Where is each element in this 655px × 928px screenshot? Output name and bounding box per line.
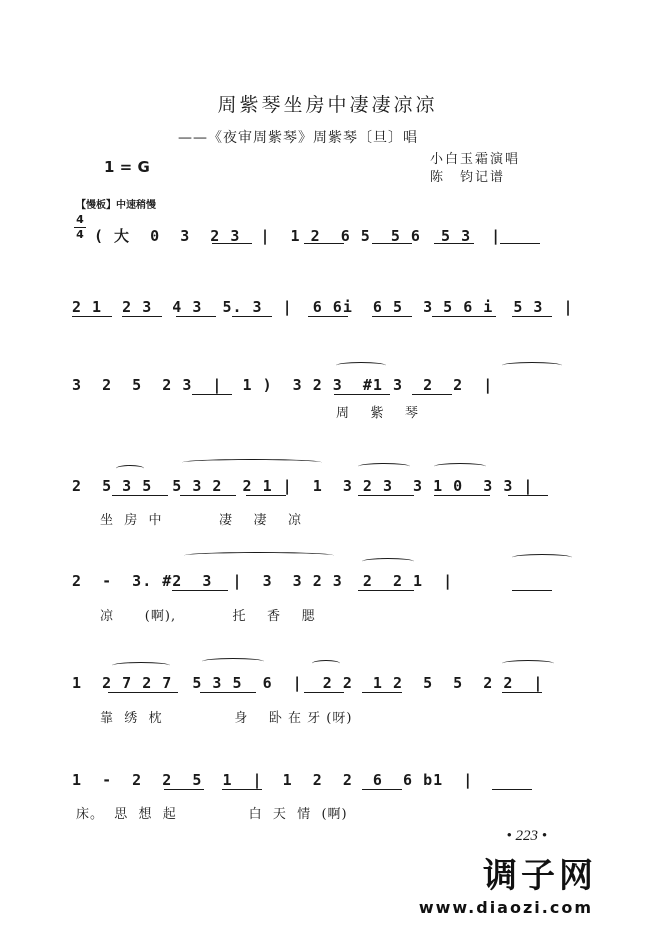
notation-line-5: 2 - 3. #2 3 | 3 3 2 3 2 2 1 | xyxy=(72,572,454,590)
staff-line-3 xyxy=(72,376,582,398)
watermark-url: www.diaozi.com xyxy=(418,898,593,917)
staff-line-7 xyxy=(72,771,582,793)
notator-credit: 陈 钧记谱 xyxy=(430,170,506,185)
time-signature-denominator: 4 xyxy=(76,228,84,241)
notation-line-6: 1 2 7 2 7 5 3 5 6 | 2 2 1 2 5 5 2 2 | xyxy=(72,674,544,692)
song-subtitle: ——《夜审周紫琴》周紫琴〔旦〕唱 xyxy=(178,130,418,146)
time-signature-numerator: 4 xyxy=(76,213,84,226)
staff-line-1 xyxy=(72,225,582,247)
notation-line-4: 2 5 3 5 5 3 2 2 1 | 1 3 2 3 3 1 0 3 3 | xyxy=(72,477,534,495)
notation-line-2: 2 1 2 3 4 3 5. 3 | 6 6i 6 5 3 5 6 i 5 3 | xyxy=(72,298,574,316)
key-signature: 1 = G xyxy=(104,158,150,176)
lyrics-line-4: 坐 房 中 凄 凄 凉 xyxy=(100,513,303,528)
watermark-logo: 调子网 xyxy=(483,856,597,896)
lyrics-line-7: 床。 思 想 起 白 天 情 (啊) xyxy=(76,807,348,822)
staff-line-2 xyxy=(72,298,582,320)
song-title: 周紫琴坐房中凄凄凉凉 xyxy=(217,94,438,116)
staff-line-4 xyxy=(72,477,582,499)
lyrics-line-6: 靠 绣 枕 身 卧 在 牙 (呀) xyxy=(100,711,353,726)
staff-line-6 xyxy=(72,674,582,696)
notation-line-3: 3 2 5 2 3 | 1 ) 3 2 3 #1 3 2 2 | xyxy=(72,376,494,394)
lyrics-line-5: 凉 (啊), 托 香 腮 xyxy=(100,609,316,624)
page-number: • 223 • xyxy=(506,828,547,844)
performer-credit: 小白玉霜演唱 xyxy=(430,152,521,167)
tempo-marking: 【慢板】中速稍慢 xyxy=(76,200,156,211)
lyrics-line-3: 周 紫 琴 xyxy=(336,406,420,421)
staff-line-5 xyxy=(72,572,582,594)
notation-line-7: 1 - 2 2 5 1 | 1 2 2 6 6 b1 | xyxy=(72,771,474,789)
notation-line-1: ( 大 0 3 2 3 | 1 2 6 5 5 6 5 3 | xyxy=(94,227,502,245)
